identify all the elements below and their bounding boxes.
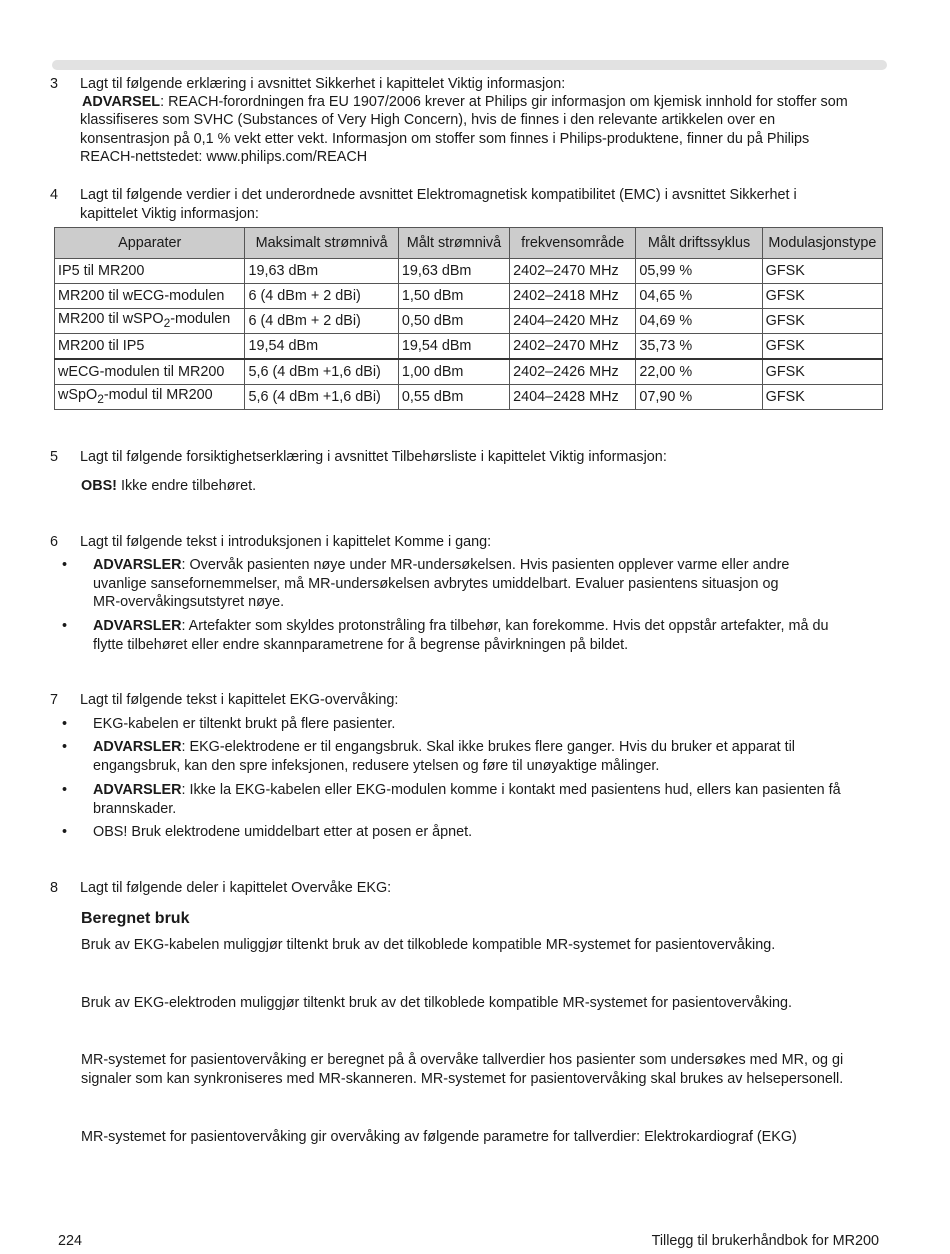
table-cell: MR200 til IP5 <box>55 334 245 360</box>
table-cell: 5,6 (4 dBm +1,6 dBi) <box>245 385 398 410</box>
table-header: Målt strømnivå <box>398 228 509 259</box>
warning-line: REACH-nettstedet: www.philips.com/REACH <box>80 149 368 166</box>
item-4-intro <box>80 186 890 223</box>
warning-label: ADVARSLER <box>93 618 182 634</box>
paragraph-line: signaler som kan synkroniseres med MR-skanneren. MR-systemet for pasientovervåking skal brukes av helsepersonell. <box>81 1070 844 1087</box>
subscript: 2 <box>97 391 104 406</box>
table-header: Apparater <box>55 228 245 259</box>
table-cell <box>55 309 245 334</box>
table-row <box>55 385 883 410</box>
table-cell: MR200 til wECG-modulen <box>55 284 245 309</box>
table-cell: 05,99 % <box>636 259 762 284</box>
warning-label: ADVARSLER <box>93 782 182 798</box>
table-cell: 19,63 dBm <box>245 259 398 284</box>
list-item <box>93 781 888 818</box>
item-number: 4 <box>50 187 59 203</box>
table-header: Maksimalt strømnivå <box>245 228 398 259</box>
item-number: 7 <box>50 692 59 708</box>
table-row <box>55 359 883 385</box>
warning-label: ADVARSLER <box>93 557 182 573</box>
paragraph-line: MR-systemet for pasientovervåking er beregnet på å overvåke tallverdier hos pasienter som undersøkes med MR, og gi <box>81 1052 844 1068</box>
cell-text: -modul til MR200 <box>103 387 213 404</box>
item-3-warning-cont <box>80 111 890 167</box>
item-number: 5 <box>50 449 59 465</box>
table-cell: 5,6 (4 dBm +1,6 dBi) <box>245 359 398 385</box>
emc-table <box>54 227 883 410</box>
paragraph <box>81 1051 891 1088</box>
item-number: 8 <box>50 880 59 896</box>
bullet-icon: • <box>62 557 68 573</box>
cell-text: -modulen <box>170 311 231 328</box>
table-cell: 2404–2420 MHz <box>510 309 636 334</box>
table-cell: wECG-modulen til MR200 <box>55 359 245 385</box>
table-row <box>55 334 883 360</box>
section-heading: Beregnet bruk <box>81 910 190 927</box>
bullet-icon: • <box>62 782 68 798</box>
subscript: 2 <box>163 315 171 330</box>
table-cell: GFSK <box>762 309 882 334</box>
table-header: Målt driftssyklus <box>636 228 762 259</box>
bullet-icon: • <box>62 716 68 732</box>
table-cell: 22,00 % <box>636 359 762 385</box>
table-cell: GFSK <box>762 334 882 360</box>
paragraph: Bruk av EKG-elektroden muliggjør tiltenkt bruk av det tilkoblede kompatible MR-systemet for pasientovervåking. <box>81 995 793 1011</box>
table-cell: GFSK <box>762 385 882 410</box>
paragraph: MR-systemet for pasientovervåking gir overvåking av følgende parametre for tallverdier: Elektrokardiograf (EKG) <box>81 1129 797 1145</box>
intro-line: Lagt til følgende verdier i det underordnede avsnittet Elektromagnetisk kompatibilitet (EMC) i avsnittet Sikkerhet i <box>80 187 797 203</box>
paragraph: Bruk av EKG-kabelen muliggjør tiltenkt bruk av det tilkoblede kompatible MR-systemet for pasientovervåking. <box>81 937 776 953</box>
table-cell: 19,54 dBm <box>398 334 509 360</box>
list-text: : Ikke la EKG-kabelen eller EKG-modulen komme i kontakt med pasientens hud, ellers kan pasienten få <box>181 782 841 798</box>
item-6-intro: Lagt til følgende tekst i introduksjonen i kapittelet Komme i gang: <box>80 534 492 550</box>
list-item: EKG-kabelen er tiltenkt brukt på flere pasienter. <box>93 716 396 732</box>
table-header: Modulasjonstype <box>762 228 882 259</box>
bullet-icon: • <box>62 824 68 840</box>
item-7-intro: Lagt til følgende tekst i kapittelet EKG-overvåking: <box>80 692 399 708</box>
table-cell: 04,65 % <box>636 284 762 309</box>
item-5-intro: Lagt til følgende forsiktighetserklæring i avsnittet Tilbehørsliste i kapittelet Viktig informasjon: <box>80 449 667 465</box>
intro-line: kapittelet Viktig informasjon: <box>80 205 259 222</box>
table-cell: GFSK <box>762 284 882 309</box>
list-item <box>93 738 888 775</box>
warning-line: konsentrasjon på 0,1 % vekt etter vekt. Informasjon om stoffer som finnes i Philips-produktene, finner du på Philips <box>80 130 810 147</box>
item-number: 6 <box>50 534 59 550</box>
table-cell: 6 (4 dBm + 2 dBi) <box>245 309 398 334</box>
table-cell: 35,73 % <box>636 334 762 360</box>
table-row <box>55 284 883 309</box>
list-item <box>93 556 888 612</box>
list-text: brannskader. <box>93 800 177 817</box>
list-text: uvanlige sansefornemmelser, må MR-undersøkelsen avbrytes umiddelbart. Evaluer pasientens situasjon og <box>93 575 779 592</box>
table-cell: GFSK <box>762 259 882 284</box>
caution-text: Ikke endre tilbehøret. <box>116 478 257 494</box>
item-3-warning <box>82 93 892 112</box>
table-cell: 2402–2418 MHz <box>510 284 636 309</box>
list-item <box>93 617 888 654</box>
table-header-row <box>55 228 883 259</box>
table-header: frekvensområde <box>510 228 636 259</box>
warning-label: ADVARSEL <box>82 94 161 110</box>
cell-text: MR200 til wSPO <box>58 311 164 328</box>
table-cell: 2404–2428 MHz <box>510 385 636 410</box>
table-cell: 1,50 dBm <box>398 284 509 309</box>
item-8-intro: Lagt til følgende deler i kapittelet Overvåke EKG: <box>80 880 392 896</box>
list-text: : EKG-elektrodene er til engangsbruk. Skal ikke brukes flere ganger. Hvis du bruker et apparat til <box>181 739 796 755</box>
bullet-icon: • <box>62 618 68 634</box>
item-5-caution <box>81 477 891 496</box>
table-cell: 6 (4 dBm + 2 dBi) <box>245 284 398 309</box>
table-cell: 19,63 dBm <box>398 259 509 284</box>
table-cell <box>55 385 245 410</box>
table-cell: GFSK <box>762 359 882 385</box>
list-text: : Overvåk pasienten nøye under MR-undersøkelsen. Hvis pasienten opplever varme eller andre <box>181 557 790 573</box>
table-row <box>55 309 883 334</box>
item-3-intro: Lagt til følgende erklæring i avsnittet Sikkerhet i kapittelet Viktig informasjon: <box>80 76 566 92</box>
list-text: engangsbruk, kan den spre infeksjonen, redusere ytelsen og føre til unøyaktige målinger. <box>93 757 660 774</box>
footer-title: Tillegg til brukerhåndbok for MR200 <box>651 1233 879 1249</box>
table-cell: IP5 til MR200 <box>55 259 245 284</box>
table-cell: 1,00 dBm <box>398 359 509 385</box>
table-cell: 0,55 dBm <box>398 385 509 410</box>
top-rule <box>52 60 887 70</box>
list-text: flytte tilbehøret eller endre skannparametrene for å begrense påvirkningen på bildet. <box>93 636 629 653</box>
list-text: MR-overvåkingsutstyret nøye. <box>93 594 285 611</box>
caution-label: OBS! <box>81 478 117 494</box>
warning-label: ADVARSLER <box>93 739 182 755</box>
table-row <box>55 259 883 284</box>
table-cell: 0,50 dBm <box>398 309 509 334</box>
list-item: OBS! Bruk elektrodene umiddelbart etter at posen er åpnet. <box>93 824 473 840</box>
table-cell: 2402–2426 MHz <box>510 359 636 385</box>
table-cell: 19,54 dBm <box>245 334 398 360</box>
page-number: 224 <box>58 1233 83 1249</box>
table-cell: 04,69 % <box>636 309 762 334</box>
table-cell: 2402–2470 MHz <box>510 334 636 360</box>
cell-text: wSpO <box>58 387 98 404</box>
table-cell: 2402–2470 MHz <box>510 259 636 284</box>
warning-line: klassifiseres som SVHC (Substances of Very High Concern), hvis de finnes i den relevante artikkelen over en <box>80 112 776 128</box>
list-text: : Artefakter som skyldes protonstråling fra tilbehør, kan forekomme. Hvis det oppstår artefakter, må du <box>181 618 829 634</box>
table-cell: 07,90 % <box>636 385 762 410</box>
bullet-icon: • <box>62 739 68 755</box>
warning-text: : REACH-forordningen fra EU 1907/2006 krever at Philips gir informasjon om kjemisk innhold for stoffer som <box>160 94 848 110</box>
item-number: 3 <box>50 76 59 92</box>
